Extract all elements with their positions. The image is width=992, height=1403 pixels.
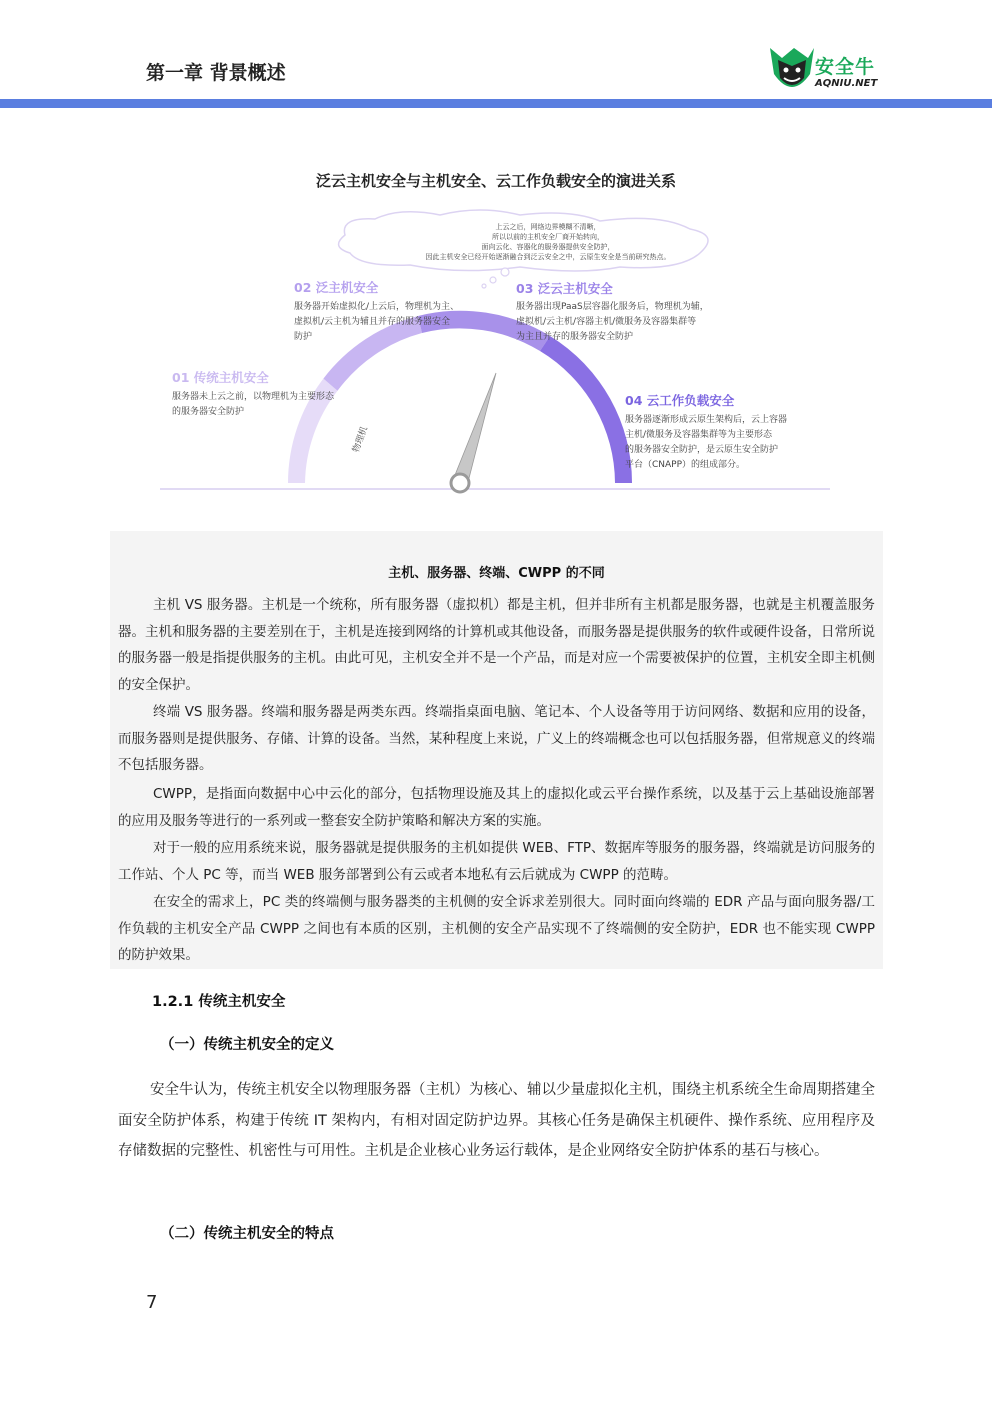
- chapter-title: 第一章 背景概述: [146, 62, 286, 84]
- stage-03: 03 泛云主机安全 服务器出现PaaS层容器化服务后，物理机为辅， 虚拟机/云主机/容器主机/微服务及容器集群等 为主且并存的服务器安全防护: [516, 281, 709, 342]
- page-number: 7: [146, 1292, 158, 1313]
- box-paragraph: CWPP，是指面向数据中心中云化的部分，包括物理设施及其上的虚拟化或云平台操作系统，以及基于云上基础设施部署的应用及服务等进行的一系列或一整套安全防护策略和解决方案的实施。: [118, 786, 875, 829]
- subsection-heading: （二）传统主机安全的特点: [160, 1226, 334, 1242]
- cloud-text: 上云之后，网络边界模糊不清晰， 所以以前的主机安全厂商开始转向， 面向云化、容器化的服务器提供安全防护， 因此主机安全已经开始逐渐融合到泛云安全之中，云原生安全是当前研究热点。: [425, 223, 671, 261]
- box-paragraph: 对于一般的应用系统来说，服务器就是提供服务的主机如提供 WEB、FTP、数据库等服务的服务器，终端就是访问服务的工作站、个人 PC 等，而当 WEB 服务部署到公有云或者本地私有云后就成为 CWPP 的范畴。: [118, 840, 875, 883]
- stage-02: 02 泛主机安全 服务器开始虚拟化/上云后，物理机为主、 虚拟机/云主机为辅且并存的服务器安全 防护: [294, 280, 460, 342]
- gauge-label-iaas: IaaS云: [410, 369, 440, 395]
- gauge-segment-cloud-native: [540, 336, 632, 483]
- evolution-diagram: [160, 205, 840, 505]
- body-paragraph: 安全牛认为，传统主机安全以物理服务器（主机）为核心、辅以少量虚拟化主机，围绕主机系统全生命周期搭建全面安全防护体系，构建于传统 IT 架构内，有相对固定防护边界。其核心任务是确保主机硬件、操作系统、应用程序及存储数据的完整性、机密性与可用性。主机是企业核心业务运行载体，是企业网络安全防护体系的基石与核心。: [118, 1082, 875, 1159]
- stage-04: 04 云工作负载安全 服务器逐渐形成云原生架构后，云上容器 主机/微服务及容器集群等为主要形态 的服务器安全防护，是云原生安全防护 平台（CNAPP）的组成部分。: [625, 393, 788, 470]
- gauge-label-physical: 物理机: [351, 425, 371, 455]
- gauge-needle: [453, 373, 496, 486]
- box-paragraph: 终端 VS 服务器。终端和服务器是两类东西。终端指桌面电脑、笔记本、个人设备等用于访问网络、数据和应用的设备，而服务器则是提供服务、存储、计算的设备。当然，某种程度上来说，广义上的终端概念也可以包括服务器，但常规意义的终端不包括服务器。: [118, 704, 875, 773]
- section-heading: 1.2.1 传统主机安全: [152, 994, 286, 1010]
- header-divider: [0, 99, 992, 108]
- logo-text: 安全牛: [815, 56, 876, 78]
- gauge-label-paas: PaaS云: [498, 368, 531, 393]
- box-paragraph: 在安全的需求上，PC 类的终端侧与服务器类的主机侧的安全诉求差别很大。同时面向终端的 EDR 产品与面向服务器/工作负载的主机安全产品 CWPP 之间也有本质的区别，主机侧的安全产品实现不了终端侧的安全防护，EDR 也不能实现 CWPP 的防护效果。: [118, 894, 875, 963]
- box-paragraph: 主机 VS 服务器。主机是一个统称，所有服务器（虚拟机）都是主机，但并非所有主机都是服务器，也就是主机覆盖服务器。主机和服务器的主要差别在于，主机是连接到网络的计算机或其他设备，而服务器是提供服务的软件或硬件设备，日常所说的服务器一般是指提供服务的主机。由此可见，主机安全并不是一个产品，而是对应一个需要被保护的位置，主机安全即主机侧的安全保护。: [118, 597, 875, 693]
- figure-title: 泛云主机安全与主机安全、云工作负载安全的演进关系: [315, 172, 676, 190]
- box-title: 主机、服务器、终端、CWPP 的不同: [388, 566, 605, 581]
- stage-01: 01 传统主机安全 服务器未上云之前，以物理机为主要形态 的服务器安全防护: [172, 370, 335, 417]
- logo-domain: AQNIU.NET: [815, 78, 878, 89]
- subsection-heading: （一）传统主机安全的定义: [160, 1037, 334, 1053]
- gauge-label-cloud-native: 云原生: [562, 432, 583, 461]
